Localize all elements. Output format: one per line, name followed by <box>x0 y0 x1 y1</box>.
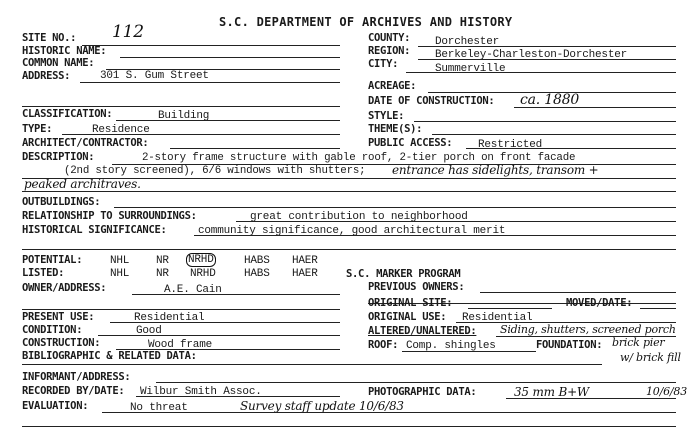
original-use-value: Residential <box>462 312 533 324</box>
altered-value: Siding, shutters, screened porch <box>500 323 676 336</box>
listed-label: LISTED: <box>22 267 65 279</box>
architect-label: ARCHITECT/CONTRACTOR: <box>22 137 149 149</box>
listed-habs: HABS <box>244 268 270 280</box>
construction-value: Wood frame <box>148 339 213 351</box>
condition-label: CONDITION: <box>22 324 83 336</box>
classification-label: CLASSIFICATION: <box>22 108 113 120</box>
evaluation-note: Survey staff update 10/6/83 <box>240 399 404 413</box>
owner-value: A.E. Cain <box>164 284 222 296</box>
condition-value: Good <box>136 325 162 337</box>
county-label: COUNTY: <box>368 32 411 44</box>
historic-name-label: HISTORIC NAME: <box>22 45 107 57</box>
roof-label: ROOF: <box>368 339 399 351</box>
previous-owners-label: PREVIOUS OWNERS: <box>368 281 465 293</box>
foundation-value-2: w/ brick fill <box>620 351 681 364</box>
bibliographic-label: BIBLIOGRAPHIC & RELATED DATA: <box>22 350 197 362</box>
potential-habs: HABS <box>244 255 270 267</box>
site-no-label: SITE NO.: <box>22 32 77 44</box>
listed-nr: NR <box>156 268 169 280</box>
listed-nhl: NHL <box>110 268 130 280</box>
present-use-label: PRESENT USE: <box>22 311 95 323</box>
region-label: REGION: <box>368 45 411 57</box>
construction-label: CONSTRUCTION: <box>22 337 101 349</box>
relationship-label: RELATIONSHIP TO SURROUNDINGS: <box>22 210 197 222</box>
themes-label: THEME(S): <box>368 123 423 135</box>
description-line2: (2nd story screened), 6/6 windows with shutters; <box>64 165 366 177</box>
original-site-label: ORIGINAL SITE: <box>368 297 453 309</box>
type-label: TYPE: <box>22 123 53 135</box>
moved-date-label: MOVED/DATE: <box>566 297 633 309</box>
address-value: 301 S. Gum Street <box>100 70 209 82</box>
photographic-date: 10/6/83 <box>646 385 688 398</box>
original-use-label: ORIGINAL USE: <box>368 311 447 323</box>
roof-value: Comp. shingles <box>406 340 496 352</box>
common-name-label: COMMON NAME: <box>22 57 95 69</box>
foundation-label: FOUNDATION: <box>536 339 603 351</box>
public-access-value: Restricted <box>478 139 543 151</box>
altered-label: ALTERED/UNALTERED: <box>368 325 477 337</box>
date-construction-value: ca. 1880 <box>520 92 580 108</box>
address-label: ADDRESS: <box>22 70 71 82</box>
site-no-value: 112 <box>112 22 144 42</box>
outbuildings-label: OUTBUILDINGS: <box>22 196 101 208</box>
marker-program-label: S.C. MARKER PROGRAM <box>346 268 461 280</box>
foundation-value-1: brick pier <box>612 336 665 349</box>
relationship-value: great contribution to neighborhood <box>250 211 468 223</box>
photographic-label: PHOTOGRAPHIC DATA: <box>368 386 477 398</box>
acreage-label: ACREAGE: <box>368 80 417 92</box>
county-value: Dorchester <box>435 36 500 48</box>
potential-label: POTENTIAL: <box>22 254 83 266</box>
public-access-label: PUBLIC ACCESS: <box>368 137 453 149</box>
type-value: Residence <box>92 124 150 136</box>
recorded-label: RECORDED BY/DATE: <box>22 385 125 397</box>
city-value: Summerville <box>435 63 506 75</box>
description-hand-line2: entrance has sidelights, transom + <box>392 163 599 177</box>
style-label: STYLE: <box>368 110 405 122</box>
description-label: DESCRIPTION: <box>22 151 95 163</box>
form-title: S.C. DEPARTMENT OF ARCHIVES AND HISTORY <box>219 15 513 29</box>
region-value: Berkeley-Charleston-Dorchester <box>435 49 628 61</box>
listed-nrhd: NRHD <box>190 268 216 280</box>
evaluation-value: No threat <box>130 402 188 414</box>
description-hand-line3: peaked architraves. <box>24 177 141 191</box>
informant-label: INFORMANT/ADDRESS: <box>22 371 131 383</box>
potential-nr: NR <box>156 255 169 267</box>
date-construction-label: DATE OF CONSTRUCTION: <box>368 95 495 107</box>
city-label: CITY: <box>368 58 399 70</box>
recorded-value: Wilbur Smith Assoc. <box>140 386 262 398</box>
classification-value: Building <box>158 110 210 122</box>
evaluation-label: EVALUATION: <box>22 400 89 412</box>
potential-nhl: NHL <box>110 255 130 267</box>
present-use-value: Residential <box>134 312 205 324</box>
owner-label: OWNER/ADDRESS: <box>22 282 107 294</box>
significance-value: community significance, good architectural merit <box>198 225 506 237</box>
description-line1: 2-story frame structure with gable roof, 2-tier porch on front facade <box>142 152 576 164</box>
potential-nrhd-circled: NRHD <box>188 254 214 266</box>
photographic-value: 35 mm B+W <box>514 385 590 399</box>
significance-label: HISTORICAL SIGNIFICANCE: <box>22 224 167 236</box>
listed-haer: HAER <box>292 268 318 280</box>
potential-haer: HAER <box>292 255 318 267</box>
